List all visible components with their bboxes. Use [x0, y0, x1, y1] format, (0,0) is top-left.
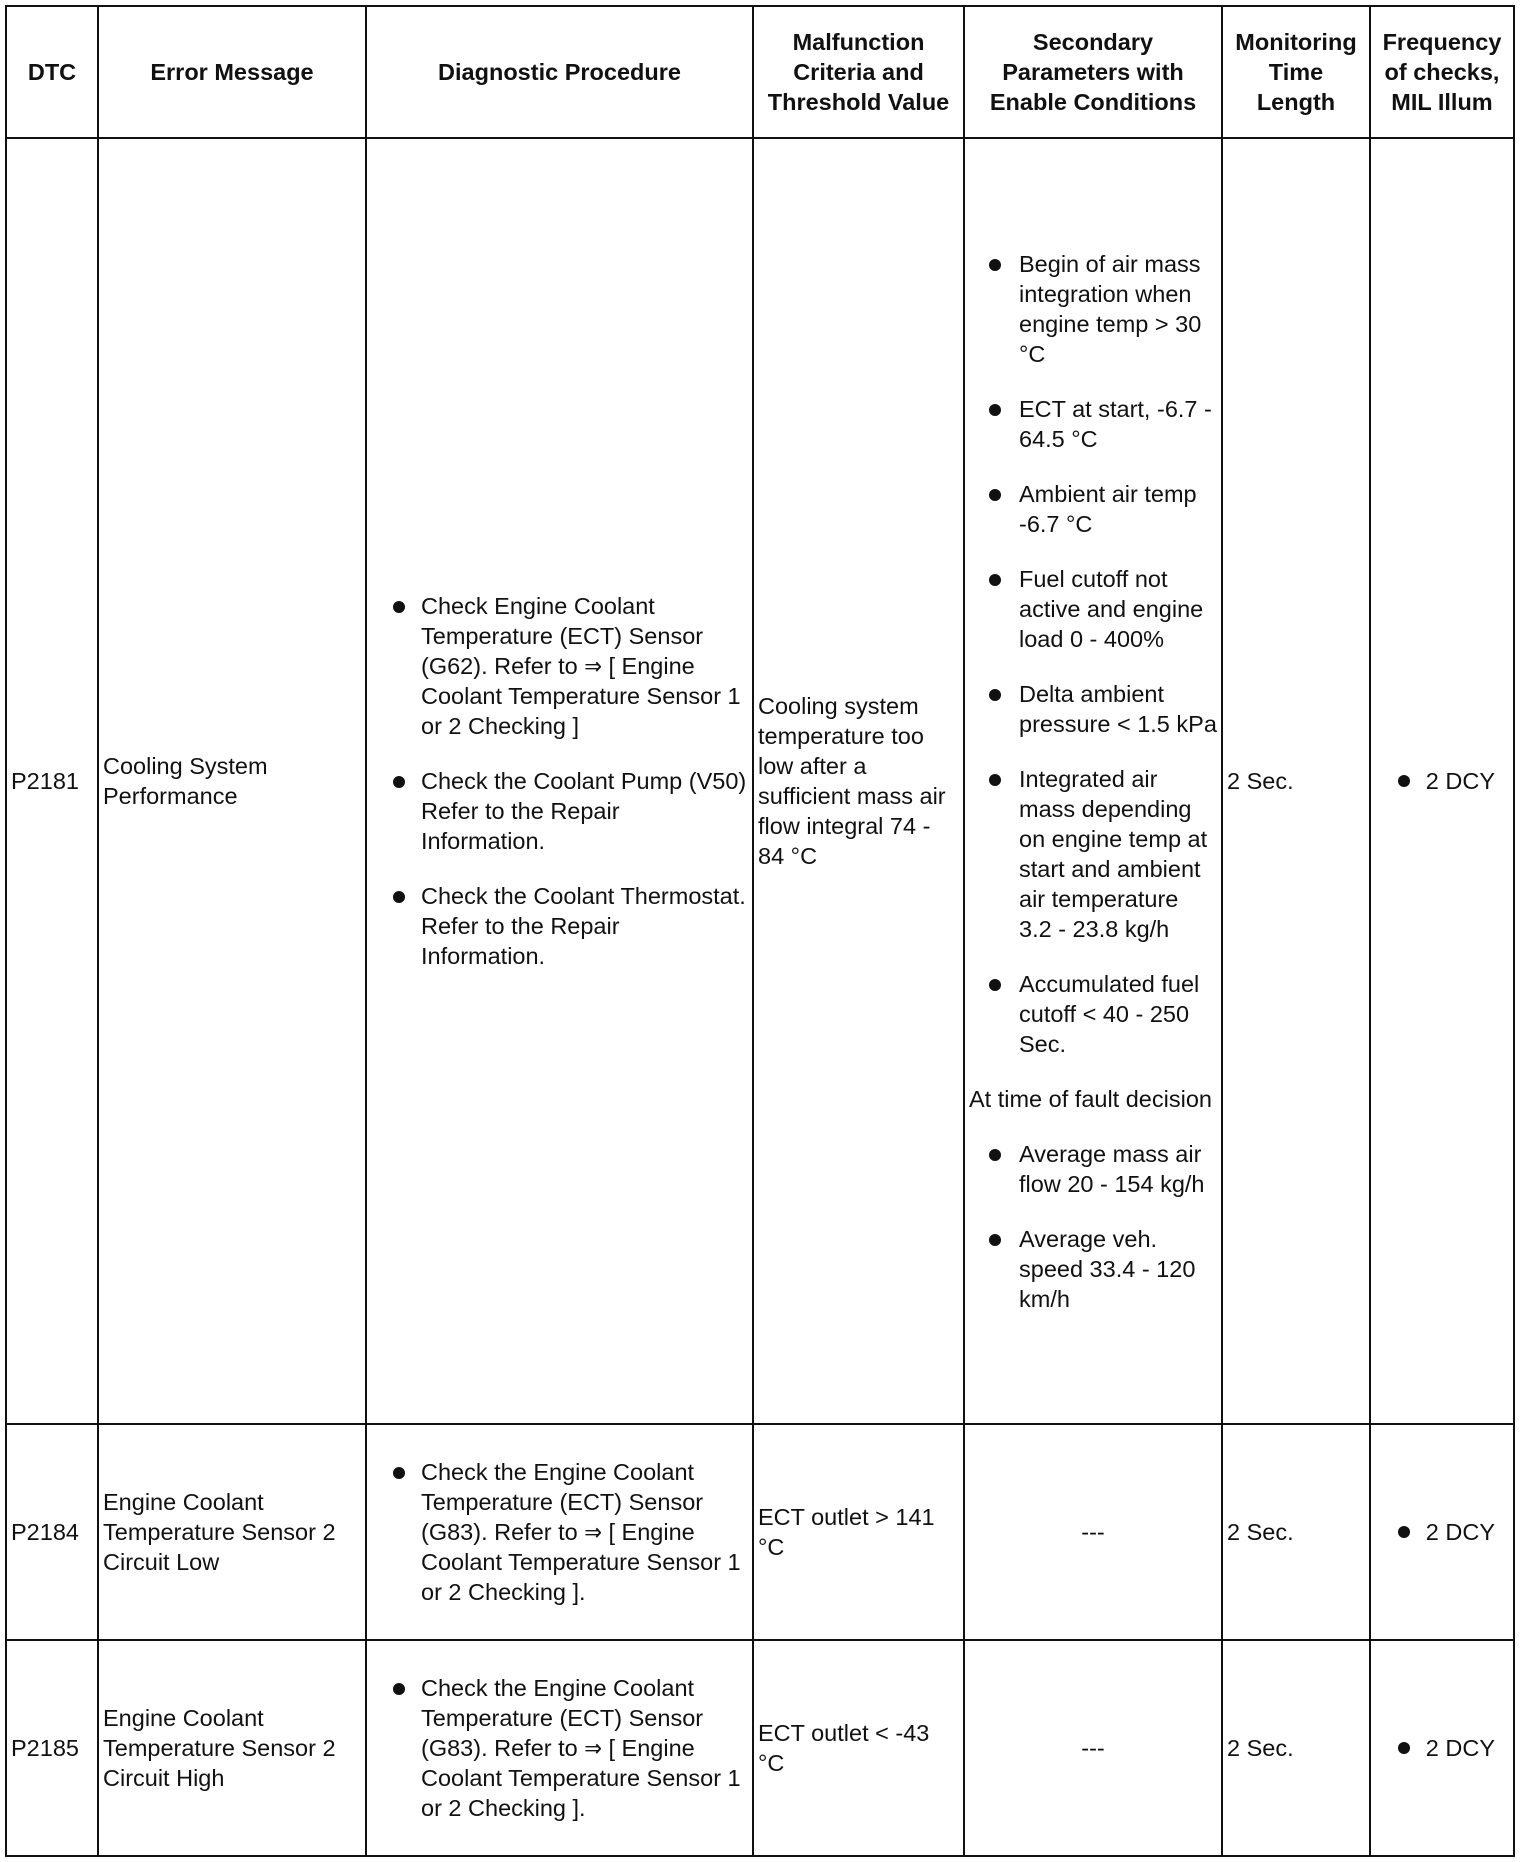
frequency-value: 2 DCY [1425, 768, 1495, 794]
frequency-cell [1370, 1424, 1514, 1640]
procedure-item: Check the Coolant Pump (V50) Refer to the Repair Information. [371, 766, 748, 856]
malfunction-criteria: Cooling system temperature too low after a sufficient mass air flow integral 74 - 84 °C [753, 138, 964, 1424]
error-message: Engine Coolant Temperature Sensor 2 Circuit Low [98, 1424, 366, 1640]
diagnostic-procedure [366, 1640, 753, 1856]
error-message: Engine Coolant Temperature Sensor 2 Circuit High [98, 1640, 366, 1856]
header-secondary-parameters: Secondary Parameters with Enable Conditions [964, 6, 1222, 138]
secondary-item: ECT at start, -6.7 - 64.5 °C [969, 394, 1217, 454]
secondary-parameters: --- [964, 1424, 1222, 1640]
header-malfunction-criteria: Malfunction Criteria and Threshold Value [753, 6, 964, 138]
bullet-icon [1398, 1526, 1410, 1538]
secondary-item: Fuel cutoff not active and engine load 0 - 400% [969, 564, 1217, 654]
table-row [6, 1640, 1514, 1856]
malfunction-criteria: ECT outlet < -43 °C [753, 1640, 964, 1856]
bullet-icon [1398, 1742, 1410, 1754]
dtc-code: P2184 [6, 1424, 98, 1640]
header-diagnostic-procedure: Diagnostic Procedure [366, 6, 753, 138]
monitoring-time: 2 Sec. [1222, 1424, 1370, 1640]
secondary-item: Accumulated fuel cutoff < 40 - 250 Sec. [969, 969, 1217, 1059]
procedure-item: Check Engine Coolant Temperature (ECT) Sensor (G62). Refer to ⇒ [ Engine Coolant Temperature Sensor 1 or 2 Checking ] [371, 591, 748, 741]
frequency-cell [1370, 138, 1514, 1424]
secondary-item: Delta ambient pressure < 1.5 kPa [969, 679, 1217, 739]
table-row [6, 1424, 1514, 1640]
dtc-table [5, 5, 1515, 1857]
header-monitoring-time: Monitoring Time Length [1222, 6, 1370, 138]
procedure-item: Check the Coolant Thermostat. Refer to the Repair Information. [371, 881, 748, 971]
secondary-parameters [964, 138, 1222, 1424]
monitoring-time: 2 Sec. [1222, 138, 1370, 1424]
secondary-item: Average mass air flow 20 - 154 kg/h [969, 1139, 1217, 1199]
secondary-item: Ambient air temp -6.7 °C [969, 479, 1217, 539]
secondary-item: Average veh. speed 33.4 - 120 km/h [969, 1224, 1217, 1314]
secondary-parameters: --- [964, 1640, 1222, 1856]
error-message: Cooling System Performance [98, 138, 366, 1424]
diagnostic-procedure [366, 1424, 753, 1640]
dtc-code: P2181 [6, 138, 98, 1424]
secondary-item: Integrated air mass depending on engine temp at start and ambient air temperature 3.2 - 23.8 kg/h [969, 764, 1217, 944]
procedure-item: Check the Engine Coolant Temperature (ECT) Sensor (G83). Refer to ⇒ [ Engine Coolant Temperature Sensor 1 or 2 Checking ]. [371, 1457, 748, 1607]
header-error-message: Error Message [98, 6, 366, 138]
frequency-value: 2 DCY [1425, 1735, 1495, 1761]
header-frequency: Frequency of checks, MIL Illum [1370, 6, 1514, 138]
diagnostic-procedure [366, 138, 753, 1424]
header-row [6, 6, 1514, 138]
frequency-cell [1370, 1640, 1514, 1856]
dtc-code: P2185 [6, 1640, 98, 1856]
malfunction-criteria: ECT outlet > 141 °C [753, 1424, 964, 1640]
monitoring-time: 2 Sec. [1222, 1640, 1370, 1856]
header-dtc: DTC [6, 6, 98, 138]
frequency-value: 2 DCY [1425, 1519, 1495, 1545]
secondary-note: At time of fault decision [969, 1085, 1212, 1112]
bullet-icon [1398, 775, 1410, 787]
procedure-item: Check the Engine Coolant Temperature (ECT) Sensor (G83). Refer to ⇒ [ Engine Coolant Temperature Sensor 1 or 2 Checking ]. [371, 1673, 748, 1823]
table-row [6, 138, 1514, 1424]
secondary-item: Begin of air mass integration when engine temp > 30 °C [969, 249, 1217, 369]
